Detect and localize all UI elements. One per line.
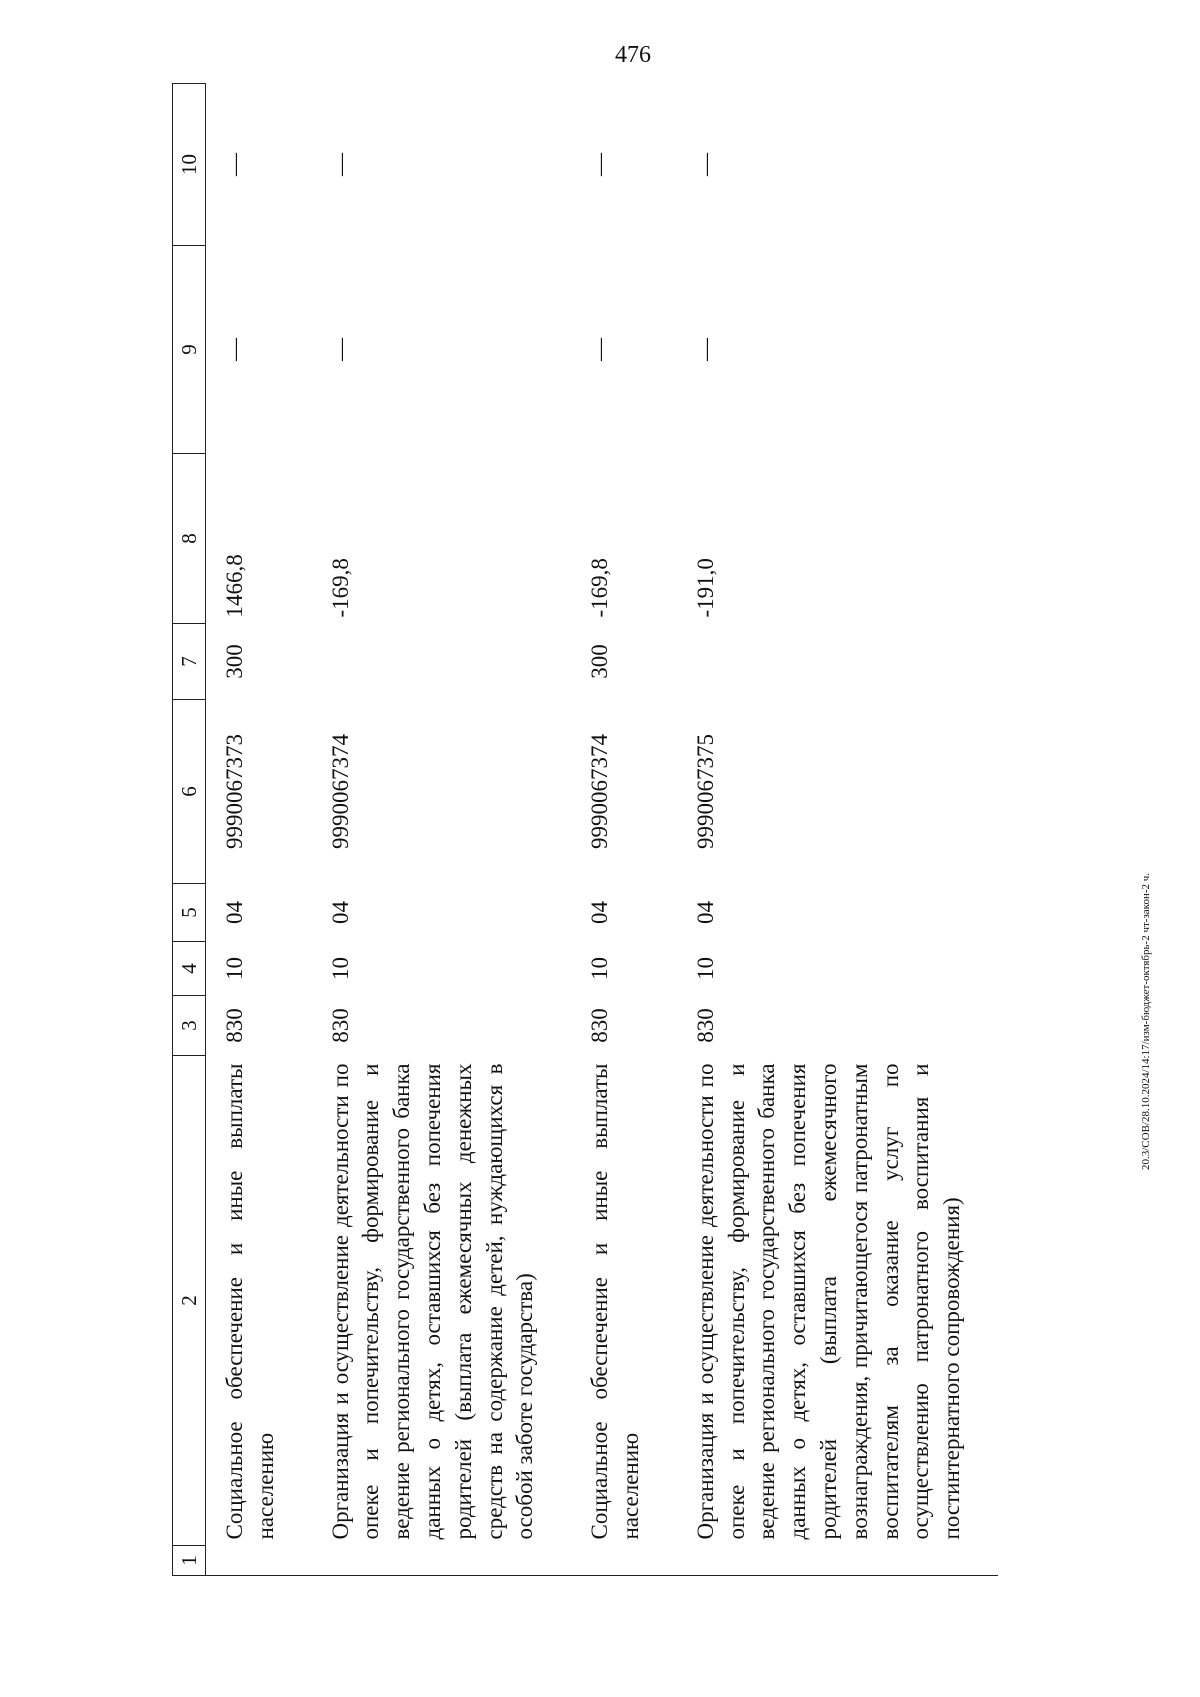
cell-target-article: 9990067375 (692, 734, 718, 849)
table-row (677, 84, 998, 1576)
cell-description: Организация и осуществление деятельности по опеке и попечительству, формирование и ведение регионального государственного банка данных о детях, оставшихся без попечения родителей (выплата ежемесячных денежных средств на содержание детей, нуждающихся в особой заботе государства) (327, 1063, 538, 1540)
cell-col9: — (587, 338, 613, 361)
footer-document-code: 20.3/СОВ/28.10.2024/14:17/изм-бюджет-октябрь-2 чт-закон-2 ч. (1140, 872, 1152, 1170)
column-header-4: 4 (173, 942, 206, 996)
cell-target-article: 9990067374 (587, 734, 613, 849)
page-number: 476 (615, 42, 651, 68)
cell-description: Организация и осуществление деятельности по опеке и попечительству, формирование и ведение регионального государственного банка данных о детях, оставшихся без попечения родителей (выплата ежемесячного вознаграждения, причитающегося патронатным воспитателям за оказание услуг по осуществлению патронатного воспитания и постинтернатного сопровождения) (692, 1063, 965, 1540)
cell-subsection: 04 (692, 901, 718, 924)
cell-col1 (312, 1546, 572, 1576)
budget-table (172, 83, 998, 1576)
cell-amount: -191,0 (692, 558, 718, 618)
cell-subsection: 04 (222, 901, 247, 924)
cell-expense-type (312, 624, 572, 700)
cell-section: 10 (692, 957, 718, 980)
cell-expense-type: 300 (222, 644, 247, 679)
cell-target-article: 9990067374 (327, 734, 353, 849)
table-row (312, 84, 572, 1576)
cell-ministry-code: 830 (692, 1008, 718, 1043)
column-header-3: 3 (173, 996, 206, 1056)
cell-col9: — (327, 338, 353, 361)
cell-expense-type (677, 624, 998, 700)
cell-section: 10 (222, 957, 247, 980)
cell-section: 10 (327, 957, 353, 980)
cell-description: Социальное обеспечение и иные выплаты населению (587, 1063, 643, 1540)
rotated-budget-table (172, 84, 1072, 1576)
column-header-2: 2 (173, 1056, 206, 1546)
cell-subsection: 04 (587, 901, 613, 924)
cell-col10: — (587, 153, 613, 176)
cell-subsection: 04 (327, 901, 353, 924)
cell-col9: — (222, 338, 247, 361)
cell-col10: — (327, 153, 353, 176)
column-header-6: 6 (173, 700, 206, 884)
table-row (206, 84, 312, 1576)
header-row (173, 84, 206, 1576)
column-header-8: 8 (173, 454, 206, 624)
cell-expense-type: 300 (587, 644, 613, 679)
cell-amount: -169,8 (587, 558, 613, 618)
cell-col10: — (692, 153, 718, 176)
cell-amount: -169,8 (327, 558, 353, 618)
cell-amount: 1466,8 (222, 554, 247, 618)
column-header-9: 9 (173, 246, 206, 454)
cell-col1 (206, 1546, 312, 1576)
cell-col9: — (692, 338, 718, 361)
cell-ministry-code: 830 (587, 1008, 613, 1043)
table-row (571, 84, 677, 1576)
cell-col1 (677, 1546, 998, 1576)
column-header-5: 5 (173, 884, 206, 942)
column-header-1: 1 (173, 1546, 206, 1576)
cell-target-article: 9990067373 (222, 734, 247, 849)
cell-description: Социальное обеспечение и иные выплаты населению (222, 1063, 278, 1540)
cell-ministry-code: 830 (327, 1008, 353, 1043)
column-header-10: 10 (173, 84, 206, 246)
cell-col1 (571, 1546, 677, 1576)
column-header-7: 7 (173, 624, 206, 700)
cell-section: 10 (587, 957, 613, 980)
cell-ministry-code: 830 (222, 1008, 247, 1043)
cell-col10: — (222, 153, 247, 176)
